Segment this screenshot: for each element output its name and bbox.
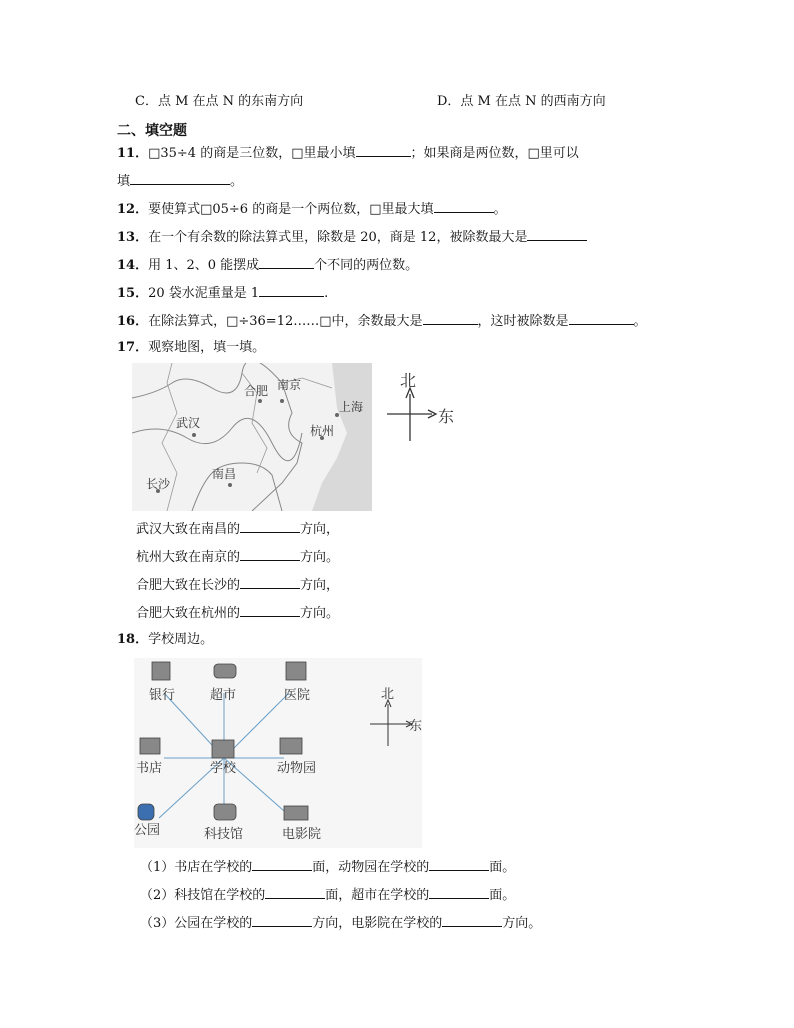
place-label: 公园 (134, 823, 161, 838)
place-label: 医院 (284, 688, 311, 703)
q18-line-3: （3）公园在学校的 方向，电影院在学校的 方向。 (140, 913, 541, 933)
q17-line-1: 武汉大致在南昌的 方向， (136, 519, 339, 539)
q17-line-3: 合肥大致在长沙的 方向， (136, 575, 339, 595)
place-label: 学校 (210, 761, 237, 776)
question-11-cont: 填 。 (117, 171, 243, 191)
china-east-map (132, 363, 372, 511)
city-label: 上海 (339, 400, 364, 414)
question-14: 14．用 1、2、0 能摆成 个不同的两位数。 (117, 255, 418, 275)
q18-line-1: （1）书店在学校的 面，动物园在学校的 面。 (140, 857, 515, 877)
answer-blank[interactable] (240, 547, 300, 561)
question-15: 15．20 袋水泥重量是 1 . (117, 283, 328, 303)
answer-blank[interactable] (252, 913, 312, 927)
answer-blank[interactable] (434, 199, 494, 213)
answer-blank[interactable] (429, 857, 489, 871)
q17-line-2: 杭州大致在南京的 方向。 (136, 547, 339, 567)
city-label: 南昌 (212, 467, 237, 481)
city-label: 武汉 (176, 416, 201, 430)
compass-1 (384, 366, 464, 446)
city-label: 合肥 (244, 384, 269, 398)
school-surroundings-map (134, 658, 422, 848)
section-title: 二、填空题 (117, 123, 187, 139)
answer-blank[interactable] (240, 519, 300, 533)
east-label: 东 (409, 719, 422, 734)
question-13: 13．在一个有余数的除法算式里，除数是 20，商是 12，被除数最大是 (117, 227, 587, 247)
answer-blank[interactable] (240, 603, 300, 617)
answer-blank[interactable] (130, 171, 230, 185)
option-d: D．点 M 在点 N 的西南方向 (437, 94, 606, 109)
place-label: 动物园 (277, 761, 317, 776)
question-12: 12．要使算式□05÷6 的商是一个两位数，□里最大填 。 (117, 199, 507, 219)
city-label: 南京 (277, 378, 302, 392)
answer-blank[interactable] (423, 311, 478, 325)
answer-blank[interactable] (356, 143, 411, 157)
answer-blank[interactable] (240, 575, 300, 589)
answer-blank[interactable] (265, 885, 325, 899)
question-16: 16．在除法算式，□÷36=12……□中，余数最大是 ，这时被除数是 。 (117, 311, 647, 331)
answer-blank[interactable] (569, 311, 634, 325)
q18-line-2: （2）科技馆在学校的 面，超市在学校的 面。 (140, 885, 515, 905)
question-17: 17．观察地图，填一填。 (117, 340, 266, 355)
north-label: 北 (400, 371, 417, 390)
place-label: 书店 (136, 761, 163, 776)
place-label: 超市 (210, 688, 237, 703)
city-label: 长沙 (146, 477, 171, 491)
option-c: C．点 M 在点 N 的东南方向 (135, 94, 304, 109)
q17-line-4: 合肥大致在杭州的 方向。 (136, 603, 339, 623)
answer-blank[interactable] (259, 255, 314, 269)
answer-blank[interactable] (429, 885, 489, 899)
answer-blank[interactable] (259, 283, 324, 297)
city-label: 杭州 (310, 424, 335, 438)
answer-blank[interactable] (252, 857, 312, 871)
place-label: 电影院 (282, 827, 322, 842)
question-18: 18．学校周边。 (117, 632, 214, 647)
place-label: 科技馆 (204, 827, 244, 842)
question-11: 11．□35÷4 的商是三位数，□里最小填 ；如果商是两位数，□里可以 (117, 143, 579, 163)
east-label: 东 (438, 407, 455, 426)
answer-blank[interactable] (442, 913, 502, 927)
place-label: 银行 (149, 688, 176, 703)
north-label: 北 (381, 687, 395, 702)
answer-blank[interactable] (527, 227, 587, 241)
